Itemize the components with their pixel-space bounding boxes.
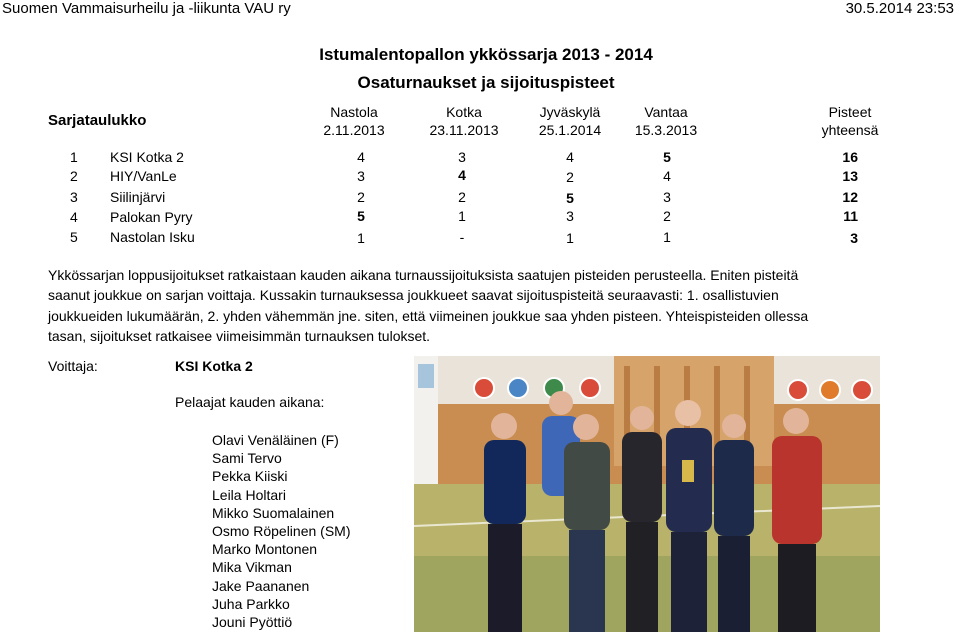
score-cell: 5 [566,190,574,206]
column-header-total-sub: yhteensä [821,122,879,138]
score-cell: 3 [357,168,365,184]
score-cell: 1 [458,208,466,224]
list-item: Pekka Kiiski [212,468,288,485]
list-item: Jouni Pyöttiö [212,613,293,630]
score-cell: 1 [566,230,574,246]
rank-cell: 4 [70,209,78,225]
player-list [212,431,351,631]
rules-line: saanut joukkue on sarjan voittaja. Kussakin turnauksessa joukkueet saavat sijoituspisteitä seuraavasti: 1. osallistuvien [48,287,779,304]
list-item: Marko Montonen [212,541,318,558]
total-cell: 11 [843,208,858,224]
team-cell: Palokan Pyry [110,209,193,225]
score-cell: 5 [357,208,365,224]
table-label: Sarjataulukko [48,112,147,129]
score-cell: 3 [458,149,466,165]
list-item: Mikko Suomalainen [212,504,335,521]
score-cell: 1 [663,229,671,245]
score-cell: 5 [663,149,671,165]
score-cell: 3 [663,189,671,205]
score-cell: 3 [566,208,574,224]
team-cell: HIY/VanLe [110,168,177,184]
list-item: Jake Paananen [212,577,310,594]
total-cell: 3 [850,230,858,246]
list-item: Olavi Venäläinen (F) [212,432,339,448]
rules-line: joukkueiden lukumäärän, 2. yhden vähemmän jne. siten, että viimeinen joukkue saa yhden pisteen. Yhteispisteiden ollessa [48,307,809,324]
score-cell: 2 [663,208,671,224]
winner-label: Voittaja: [48,358,98,374]
rules-line: Ykkössarjan loppusijoitukset ratkaistaan kauden aikana turnaussijoituksista saatujen pisteiden perusteella. Eniten pisteitä [48,267,799,283]
rank-cell: 3 [70,189,78,205]
rules-line: tasan, sijoitukset ratkaisee viimeisimmän turnauksen tulokset. [48,328,431,345]
column-header-place: Kotka [446,104,482,120]
winner-team: KSI Kotka 2 [175,358,253,374]
team-photo [414,356,880,632]
score-cell: - [459,229,465,245]
rules-paragraph [48,265,878,347]
team-cell: KSI Kotka 2 [110,149,184,165]
score-cell: 2 [357,189,365,205]
team-cell: Nastolan Isku [110,229,195,245]
score-cell: 4 [357,149,365,165]
print-datetime: 30.5.2014 23:53 [845,0,954,17]
score-cell: 2 [458,189,466,205]
score-cell: 4 [566,149,574,165]
list-item: Osmo Röpelinen (SM) [212,522,351,539]
score-cell: 2 [566,169,574,185]
column-header-date: 23.11.2013 [429,122,499,138]
players-heading: Pelaajat kauden aikana: [175,394,325,410]
total-cell: 12 [842,189,858,205]
rank-cell: 2 [70,168,78,184]
list-item: Sami Tervo [212,450,282,467]
list-item: Leila Holtari [212,486,286,503]
column-header-total: Pisteet [828,104,872,120]
page-title: Istumalentopallon ykkössarja 2013 - 2014 [319,45,653,64]
team-cell: Siilinjärvi [110,189,166,205]
rank-cell: 1 [70,149,78,165]
column-header-place: Nastola [330,104,378,120]
list-item: Juha Parkko [212,595,290,612]
score-cell: 4 [458,167,466,183]
column-header-place: Vantaa [644,104,688,120]
score-cell: 4 [663,168,671,184]
column-header-place: Jyväskylä [539,104,601,120]
total-cell: 13 [842,168,858,184]
column-header-date: 15.3.2013 [634,122,698,138]
list-item: Mika Vikman [212,559,292,576]
page-subtitle: Osaturnaukset ja sijoituspisteet [357,73,615,92]
total-cell: 16 [842,149,858,165]
column-header-date: 25.1.2014 [538,122,602,138]
score-cell: 1 [357,230,365,246]
organization-name: Suomen Vammaisurheilu ja -liikunta VAU ry [2,0,291,17]
column-header-date: 2.11.2013 [323,122,385,138]
rank-cell: 5 [70,229,78,245]
